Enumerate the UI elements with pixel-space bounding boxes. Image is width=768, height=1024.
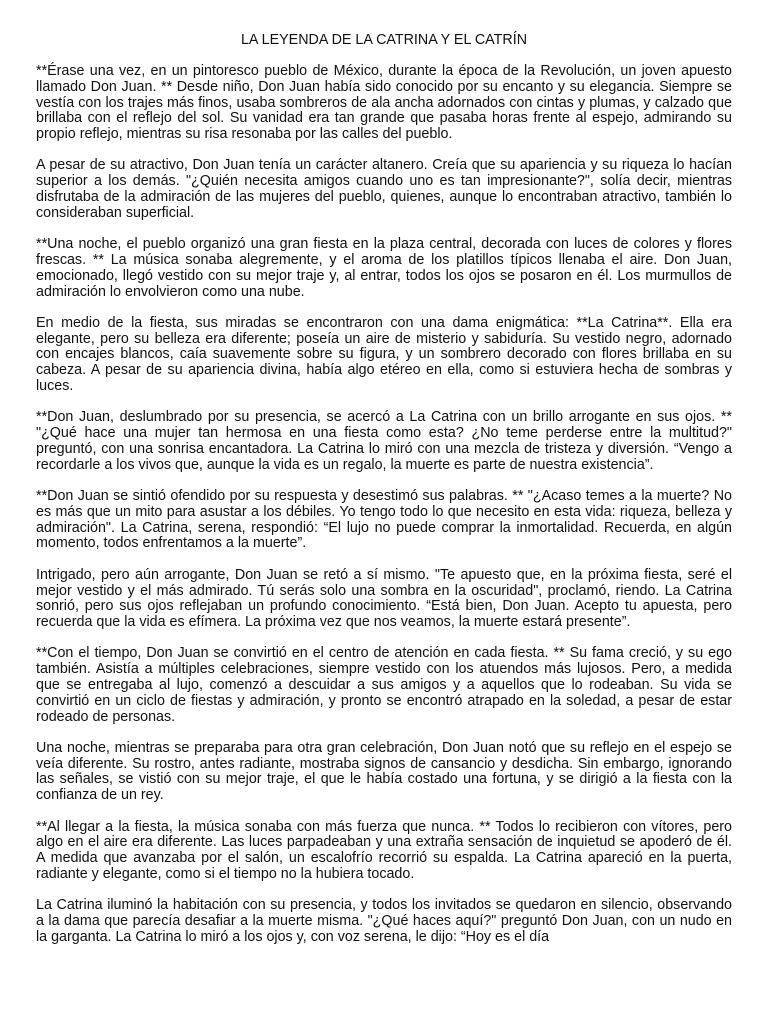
- paragraph-1: **Érase una vez, en un pintoresco pueblo de México, durante la época de la Revolución, un joven apuesto llamado Don Juan. ** Desde niño, Don Juan había sido conocido por su encanto y su elegancia. Siempre se vestía con los trajes más finos, usaba sombreros de ala ancha adornados con cintas y plumas, y calzado que brillaba con el reflejo del sol. Su vanidad era tan grande que pasaba horas frente al espejo, admirando su propio reflejo, mientras su risa resonaba por las calles del pueblo.: [36, 63, 732, 143]
- paragraph-7: Intrigado, pero aún arrogante, Don Juan se retó a sí mismo. "Te apuesto que, en la próxima fiesta, seré el mejor vestido y el más admirado. Tú serás solo una sombra en la oscuridad", proclamó, riendo. La Catrina sonrió, pero sus ojos reflejaban un profundo conocimiento. “Está bien, Don Juan. Acepto tu apuesta, pero recuerda que la vida es efímera. La próxima vez que nos veamos, la muerte estará presente”.: [36, 566, 732, 631]
- paragraph-9: Una noche, mientras se preparaba para otra gran celebración, Don Juan notó que su reflejo en el espejo se veía diferente. Su rostro, antes radiante, mostraba signos de cansancio y desdicha. Sin embargo, ignorando las señales, se vistió con su mejor traje, el que le había costado una fortuna, y se dirigió a la fiesta con la confianza de un rey.: [36, 739, 732, 804]
- document-body: [36, 64, 732, 961]
- paragraph-3: **Una noche, el pueblo organizó una gran fiesta en la plaza central, decorada con luces de colores y flores frescas. ** La música sonaba alegremente, y el aroma de los platillos típicos llenaba el aire. Don Juan, emocionado, llegó vestido con su mejor traje y, al entrar, todos los ojos se posaron en él. Los murmullos de admiración lo envolvieron como una nube.: [36, 236, 732, 300]
- paragraph-5: **Don Juan, deslumbrado por su presencia, se acercó a La Catrina con un brillo arrogante en sus ojos. ** "¿Qué hace una mujer tan hermosa en una fiesta como esta? ¿No teme perderse entre la multitud?" preguntó, con una sonrisa encantadora. La Catrina lo miró con una mezcla de tristeza y diversión. “Vengo a recordarle a los vivos que, aunque la vida es un regalo, la muerte es parte de nuestra existencia”.: [36, 409, 732, 473]
- paragraph-11: La Catrina iluminó la habitación con su presencia, y todos los invitados se quedaron en silencio, observando a la dama que parecía desafiar a la muerte misma. "¿Qué haces aquí?" preguntó Don Juan, con un nudo en la garganta. La Catrina lo miró a los ojos y, con voz serena, le dijo: “Hoy es el día: [36, 897, 732, 945]
- paragraph-8: **Con el tiempo, Don Juan se convirtió en el centro de atención en cada fiesta. ** Su fama creció, y su ego también. Asistía a múltiples celebraciones, siempre vestido con los atuendos más lujosos. Pero, a medida que se entregaba al lujo, comenzó a descuidar a sus amigos y a aquellos que lo rodeaban. Su vida se convirtió en un ciclo de fiestas y admiración, y pronto se encontró atrapado en la soledad, a pesar de estar rodeado de personas.: [36, 645, 732, 725]
- paragraph-6: **Don Juan se sintió ofendido por su respuesta y desestimó sus palabras. ** "¿Acaso temes a la muerte? No es más que un mito para asustar a los débiles. Yo tengo todo lo que necesito en esta vida: riqueza, belleza y admiración". La Catrina, serena, respondió: “El lujo no puede comprar la inmortalidad. Recuerda, en algún momento, todos enfrentamos a la muerte”.: [36, 488, 732, 552]
- paragraph-2: A pesar de su atractivo, Don Juan tenía un carácter altanero. Creía que su apariencia y su riqueza lo hacían superior a los demás. "¿Quién necesita amigos cuando uno es tan impresionante?", solía decir, mientras disfrutaba de la admiración de las mujeres del pueblo, quienes, aunque lo encontraban atractivo, también lo consideraban superficial.: [36, 157, 732, 221]
- paragraph-4: En medio de la fiesta, sus miradas se encontraron con una dama enigmática: **La Catrina**. Ella era elegante, pero su belleza era diferente; poseía un aire de misterio y sabiduría. Su vestido negro, adornado con encajes blancos, caía suavemente sobre su figura, y un sombrero decorado con flores brillaba en su cabeza. A pesar de su apariencia divina, había algo etéreo en ella, como si estuviera hecha de sombras y luces.: [36, 314, 732, 395]
- document-title: LA LEYENDA DE LA CATRINA Y EL CATRÍN: [240, 32, 528, 48]
- paragraph-10: **Al llegar a la fiesta, la música sonaba con más fuerza que nunca. ** Todos lo recibieron con vítores, pero algo en el aire era diferente. Las luces parpadeaban y una extraña sensación de inquietud se apoderó de él. A medida que avanzaba por el salón, un escalofrío recorrió su espalda. La Catrina apareció en la puerta, radiante y elegante, como si el tiempo no la hubiera tocado.: [36, 818, 732, 882]
